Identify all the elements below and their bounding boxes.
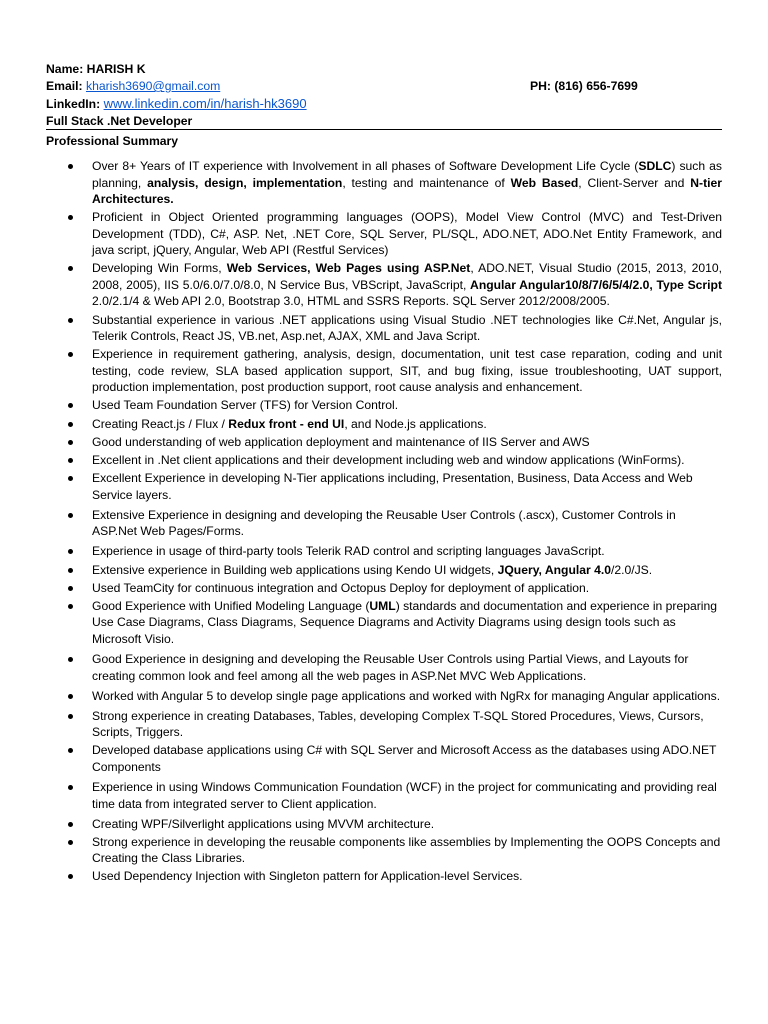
bold-text: JQuery, Angular 4.0	[497, 562, 611, 577]
bullet-dot-icon	[68, 266, 73, 271]
bullet-dot-icon	[68, 318, 73, 323]
bullet-dot-icon	[68, 785, 73, 790]
summary-bullet: Experience in requirement gathering, analysis, design, documentation, unit test case reparation, coding and unit testing, code review, SLA based application support, SIT, and bug fixing, issue troubleshooting, UAT support, production implementation, post production support, root cause analysis and enhancement.	[46, 346, 722, 396]
bullet-dot-icon	[68, 874, 73, 879]
summary-bullet: Strong experience in creating Databases, Tables, developing Complex T-SQL Stored Procedures, Views, Cursors, Scripts, Triggers.	[46, 708, 722, 741]
summary-bullet: Used Team Foundation Server (TFS) for Version Control.	[46, 397, 722, 414]
bullet-dot-icon	[68, 352, 73, 357]
summary-bullet: Proficient in Object Oriented programming languages (OOPS), Model View Control (MVC) and Test-Driven Development (TDD), C#, ASP. Net, .NET Core, SQL Server, PL/SQL, ADO.NET, ADO.Net Entity Framework, and java script, jQuery, Angular, Web API (Restful Services)	[46, 209, 722, 259]
summary-bullet: Experience in usage of third-party tools Telerik RAD control and scripting languages JavaScript.	[46, 543, 722, 560]
bullet-dot-icon	[68, 440, 73, 445]
summary-bullet: Excellent Experience in developing N-Tier applications including, Presentation, Business, Data Access and Web Service layers.	[46, 470, 722, 503]
summary-bullet: Strong experience in developing the reusable components like assemblies by Implementing the OOPS Concepts and Creating the Class Libraries.	[46, 834, 722, 867]
phone-number: PH: (816) 656-7699	[530, 79, 638, 93]
summary-bullet: Worked with Angular 5 to develop single page applications and worked with NgRx for managing Angular applications.	[46, 688, 722, 705]
name-line	[46, 62, 146, 76]
bullet-dot-icon	[68, 657, 73, 662]
bold-text: analysis, design, implementation	[147, 175, 343, 190]
summary-bullet: Extensive experience in Building web applications using Kendo UI widgets, JQuery, Angular 4.0/2.0/JS.	[46, 562, 722, 579]
bold-text: UML	[369, 598, 396, 613]
candidate-name: Name: HARISH K	[46, 62, 146, 76]
summary-bullet: Used TeamCity for continuous integration and Octopus Deploy for deployment of application.	[46, 580, 722, 597]
bullet-dot-icon	[68, 694, 73, 699]
linkedin-link[interactable]: www.linkedin.com/in/harish-hk3690	[103, 96, 307, 111]
bullet-dot-icon	[68, 568, 73, 573]
header-divider	[46, 129, 722, 130]
summary-list	[46, 158, 722, 887]
bullet-dot-icon	[68, 714, 73, 719]
bold-text: Web Based	[510, 175, 579, 190]
summary-bullet: Experience in using Windows Communication Foundation (WCF) in the project for communicating and providing real time data from integrated server to Client application.	[46, 779, 722, 812]
bullet-dot-icon	[68, 586, 73, 591]
summary-bullet: Creating React.js / Flux / Redux front - end UI, and Node.js applications.	[46, 416, 722, 433]
summary-bullet: Developed database applications using C# with SQL Server and Microsoft Access as the databases using ADO.NET Components	[46, 742, 722, 775]
email-label: Email:	[46, 79, 86, 93]
bullet-dot-icon	[68, 549, 73, 554]
bullet-dot-icon	[68, 164, 73, 169]
bold-text: Redux front - end UI	[228, 416, 345, 431]
email-link[interactable]: kharish3690@gmail.com	[85, 79, 221, 93]
job-title: Full Stack .Net Developer	[46, 114, 193, 128]
bold-text: Angular Angular10/8/7/6/5/4/2.0, Type Script	[470, 277, 722, 292]
summary-bullet: Over 8+ Years of IT experience with Involvement in all phases of Software Development Life Cycle (SDLC) such as planning, analysis, design, implementation, testing and maintenance of Web Based, Client-Server and N-tier Architectures.	[46, 158, 722, 208]
email-line	[46, 79, 220, 93]
bullet-dot-icon	[68, 840, 73, 845]
summary-bullet: Good Experience with Unified Modeling Language (UML) standards and documentation and experience in preparing Use Case Diagrams, Class Diagrams, Sequence Diagrams and Activity Diagrams using design tools such as Microsoft Visio.	[46, 598, 722, 648]
bold-text: Web Services, Web Pages using ASP.Net	[226, 261, 471, 276]
summary-bullet: Developing Win Forms, Web Services, Web Pages using ASP.Net, ADO.NET, Visual Studio (2015, 2013, 2010, 2008, 2005), IIS 5.0/6.0/7.0/8.0, N Service Bus, VBScript, JavaScript, Angular Angular10/8/7/6/5/4/2.0, Type Script 2.0/2.1/4 & Web API 2.0, Bootstrap 3.0, HTML and SSRS Reports. SQL Server 2012/2008/2005.	[46, 260, 722, 310]
summary-bullet: Substantial experience in various .NET applications using Visual Studio .NET technologies like C#.Net, Angular js, Telerik Controls, React JS, VB.net, Asp.net, AJAX, XML and Java Script.	[46, 312, 722, 345]
bold-text: N-tier Architectures.	[92, 175, 722, 206]
bold-text: SDLC	[638, 159, 672, 173]
bullet-dot-icon	[68, 822, 73, 827]
summary-bullet: Extensive Experience in designing and developing the Reusable User Controls (.ascx), Customer Controls in ASP.Net Web Pages/Forms.	[46, 507, 722, 540]
bullet-dot-icon	[68, 748, 73, 753]
summary-bullet: Creating WPF/Silverlight applications using MVVM architecture.	[46, 816, 722, 833]
bullet-dot-icon	[68, 476, 73, 481]
summary-bullet: Good Experience in designing and developing the Reusable User Controls using Partial Views, and Layouts for creating common look and feel among all the web pages in ASP.Net MVC Web Applications.	[46, 651, 722, 684]
summary-bullet: Excellent in .Net client applications and their development including web and window applications (WinForms).	[46, 452, 722, 469]
bullet-dot-icon	[68, 458, 73, 463]
linkedin-label: LinkedIn:	[46, 97, 104, 111]
bullet-dot-icon	[68, 403, 73, 408]
bullet-dot-icon	[68, 604, 73, 609]
summary-bullet: Used Dependency Injection with Singleton pattern for Application-level Services.	[46, 868, 722, 885]
linkedin-line	[46, 96, 307, 111]
section-heading: Professional Summary	[46, 134, 179, 148]
summary-bullet: Good understanding of web application deployment and maintenance of IIS Server and AWS	[46, 434, 722, 451]
bullet-dot-icon	[68, 422, 73, 427]
bullet-dot-icon	[68, 215, 73, 220]
bullet-dot-icon	[68, 513, 73, 518]
